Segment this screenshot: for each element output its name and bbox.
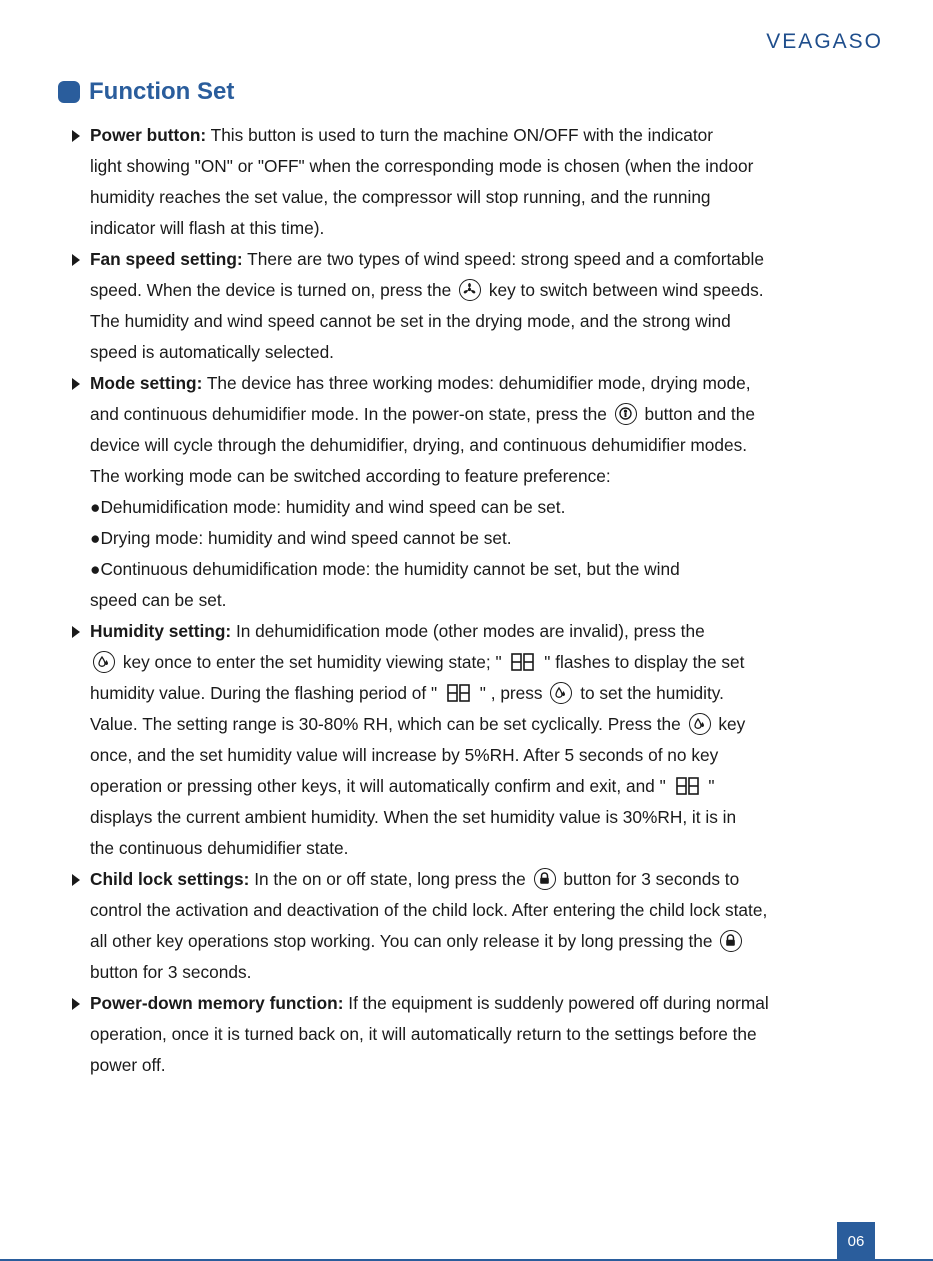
item-text: speed can be set.: [90, 590, 227, 610]
item-text: the continuous dehumidifier state.: [90, 838, 349, 858]
segment-display-icon: [511, 653, 534, 671]
item-text: device will cycle through the dehumidifier, drying, and continuous dehumidifier modes.: [90, 435, 748, 455]
humidity-icon: [93, 651, 115, 673]
item-text: The working mode can be switched according to feature preference:: [90, 466, 611, 486]
item-label: Child lock settings:: [90, 869, 250, 889]
item-text: indicator will flash at this time).: [90, 218, 325, 238]
item-text: [72, 647, 892, 678]
text-fragment: and continuous dehumidifier mode. In the power-on state, press the: [90, 404, 607, 424]
item-text: power off.: [90, 1055, 166, 1075]
triangle-bullet-icon: [72, 378, 80, 390]
item-text: light showing "ON" or "OFF" when the corresponding mode is chosen (when the indoor: [90, 156, 754, 176]
page-number: 06: [837, 1222, 875, 1261]
item-text: speed is automatically selected.: [90, 342, 334, 362]
list-item-child-lock: [72, 864, 892, 895]
item-text: [72, 771, 892, 802]
text-fragment: Value. The setting range is 30-80% RH, which can be set cyclically. Press the: [90, 714, 681, 734]
item-text: [72, 399, 892, 430]
item-text: ●Drying mode: humidity and wind speed cannot be set.: [90, 528, 512, 548]
heading-bullet-icon: [58, 81, 80, 103]
item-label: Mode setting:: [90, 373, 203, 393]
item-text: operation, once it is turned back on, it will automatically return to the settings before the: [90, 1024, 757, 1044]
humidity-icon: [689, 713, 711, 735]
item-label: Humidity setting:: [90, 621, 232, 641]
item-label: Power button:: [90, 125, 207, 145]
item-text: [72, 709, 892, 740]
text-fragment: " flashes to display the set: [544, 652, 745, 672]
text-fragment: " , press: [479, 683, 543, 703]
text-fragment: ": [708, 776, 715, 796]
item-text: In dehumidification mode (other modes are invalid), press the: [231, 621, 705, 641]
item-text: ●Continuous dehumidification mode: the humidity cannot be set, but the wind: [90, 559, 680, 579]
text-fragment: key: [718, 714, 746, 734]
item-text: once, and the set humidity value will increase by 5%RH. After 5 seconds of no key: [90, 745, 719, 765]
lock-icon: [534, 868, 556, 890]
text-fragment: to set the humidity.: [580, 683, 724, 703]
text-fragment: speed. When the device is turned on, press the: [90, 280, 452, 300]
lock-icon: [720, 930, 742, 952]
brand-logo: VEAGASO: [766, 30, 883, 53]
text-fragment: key once to enter the set humidity viewing state; ": [122, 652, 502, 672]
item-text: [72, 926, 892, 957]
triangle-bullet-icon: [72, 874, 80, 886]
text-fragment: key to switch between wind speeds.: [488, 280, 764, 300]
item-text: This button is used to turn the machine ON/OFF with the indicator: [206, 125, 713, 145]
page-title: Function Set: [89, 78, 235, 105]
list-item-mode: [72, 368, 892, 399]
item-label: Fan speed setting:: [90, 249, 243, 269]
item-text: [72, 678, 892, 709]
triangle-bullet-icon: [72, 998, 80, 1010]
item-text: If the equipment is suddenly powered off during normal: [343, 993, 769, 1013]
item-text: [72, 275, 892, 306]
function-list: [72, 120, 892, 1081]
triangle-bullet-icon: [72, 254, 80, 266]
item-text: There are two types of wind speed: strong speed and a comfortable: [242, 249, 764, 269]
item-text: ●Dehumidification mode: humidity and wind speed can be set.: [90, 497, 566, 517]
list-item-power-down-memory: [72, 988, 892, 1019]
list-item-power: [72, 120, 892, 151]
item-text: control the activation and deactivation of the child lock. After entering the child lock state,: [90, 900, 768, 920]
text-fragment: operation or pressing other keys, it will automatically confirm and exit, and ": [90, 776, 666, 796]
text-fragment: all other key operations stop working. You can only release it by long pressing the: [90, 931, 713, 951]
text-fragment: In the on or off state, long press the: [249, 869, 526, 889]
item-text: The humidity and wind speed cannot be set in the drying mode, and the strong wind: [90, 311, 731, 331]
section-heading: [58, 78, 234, 106]
item-text: button for 3 seconds.: [90, 962, 252, 982]
mode-icon: [615, 403, 637, 425]
segment-display-icon: [676, 777, 699, 795]
triangle-bullet-icon: [72, 626, 80, 638]
list-item-fan-speed: [72, 244, 892, 275]
text-fragment: button and the: [644, 404, 755, 424]
text-fragment: button for 3 seconds to: [563, 869, 740, 889]
list-item-humidity: [72, 616, 892, 647]
triangle-bullet-icon: [72, 130, 80, 142]
segment-display-icon: [447, 684, 470, 702]
fan-icon: [459, 279, 481, 301]
item-text: The device has three working modes: dehumidifier mode, drying mode,: [202, 373, 751, 393]
text-fragment: humidity value. During the flashing period of ": [90, 683, 438, 703]
item-text: displays the current ambient humidity. When the set humidity value is 30%RH, it is in: [90, 807, 737, 827]
item-label: Power-down memory function:: [90, 993, 344, 1013]
humidity-icon: [550, 682, 572, 704]
item-text: humidity reaches the set value, the compressor will stop running, and the running: [90, 187, 711, 207]
